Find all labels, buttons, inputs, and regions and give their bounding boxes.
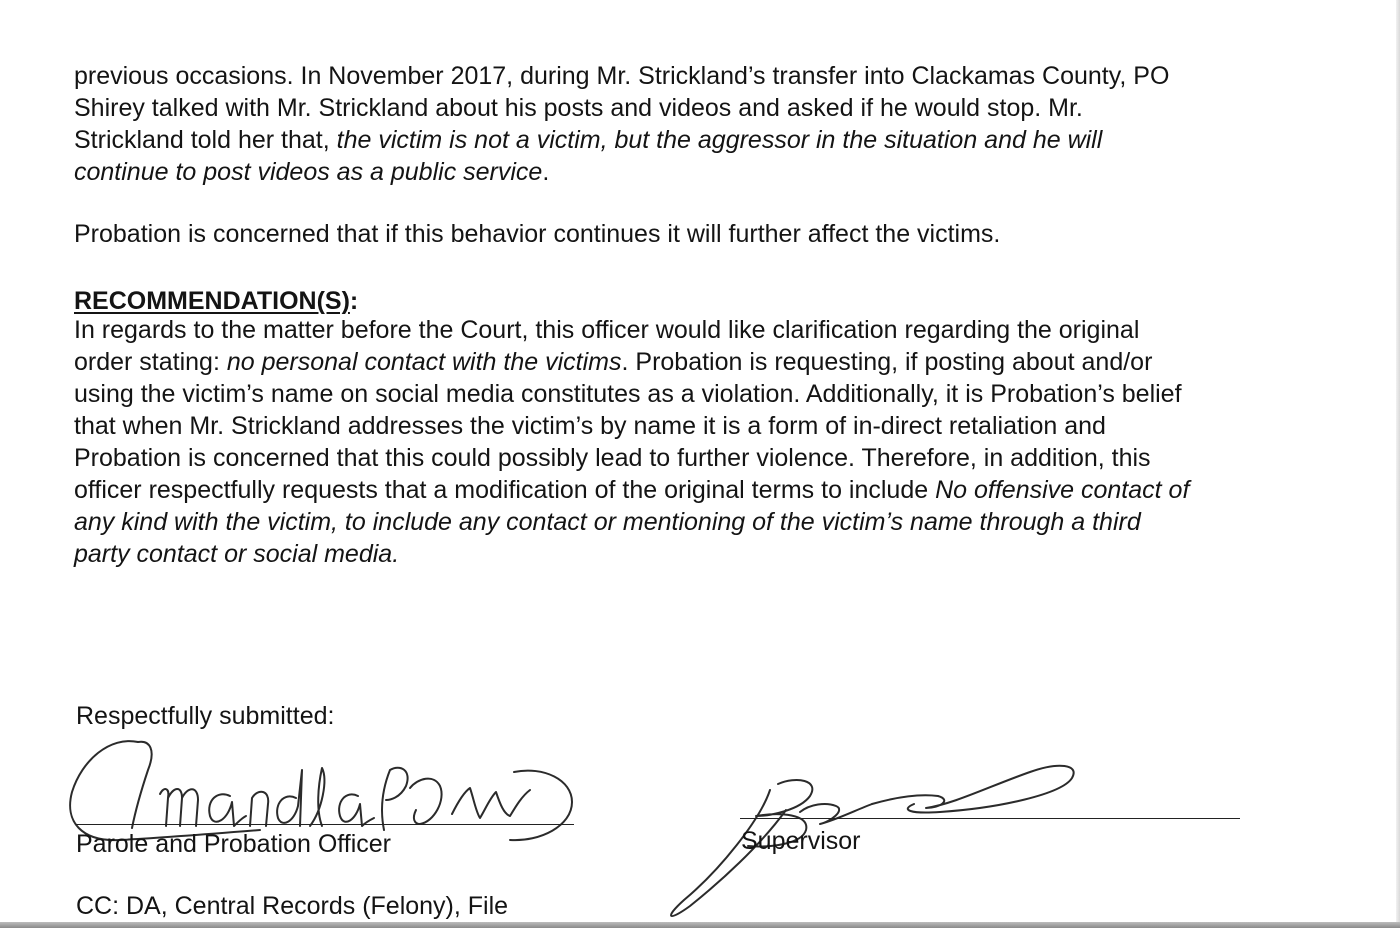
officer-title: Parole and Probation Officer	[76, 830, 392, 858]
text-line	[74, 346, 1189, 378]
officer-signature-line	[76, 824, 574, 825]
quoted-statement: the victim is not a victim, but the aggressor in the situation and he will	[336, 126, 1103, 154]
requested-term: No offensive contact of	[935, 476, 1190, 504]
respectfully-submitted: Respectfully submitted:	[76, 702, 335, 730]
text-line	[74, 506, 1189, 538]
text-span: order stating:	[74, 348, 227, 376]
scan-edge-bottom	[0, 922, 1400, 928]
paragraph-previous-occasions	[74, 60, 1169, 188]
quoted-order: no personal contact with the victims	[226, 348, 622, 376]
text-line	[74, 538, 1189, 570]
text-span: . Probation is requesting, if posting about and/or	[621, 348, 1153, 376]
text-line	[74, 156, 1169, 188]
text-line: Shirey talked with Mr. Strickland about his posts and videos and asked if he would stop. Mr.	[74, 94, 1083, 122]
recommendations-heading	[74, 285, 358, 317]
paragraph-recommendations	[74, 314, 1189, 570]
text-line: Probation is concerned that if this behavior continues it will further affect the victims.	[74, 220, 1001, 248]
paragraph-probation-concern	[74, 218, 1000, 250]
text-span: .	[542, 158, 550, 186]
text-line: Probation is concerned that this could possibly lead to further violence. Therefore, in addition, this	[74, 444, 1151, 472]
scan-edge-right	[1396, 0, 1400, 928]
supervisor-signature-line	[740, 818, 1240, 819]
requested-term: any kind with the victim, to include any contact or mentioning of the victim’s name through a third	[74, 508, 1141, 536]
text-span: Strickland told her that,	[74, 126, 337, 154]
text-span: officer respectfully requests that a modification of the original terms to include	[74, 476, 936, 504]
text-line: previous occasions. In November 2017, during Mr. Strickland’s transfer into Clackamas County, PO	[74, 62, 1170, 90]
text-line: In regards to the matter before the Court, this officer would like clarification regarding the original	[74, 316, 1140, 344]
carbon-copy-line: CC: DA, Central Records (Felony), File	[76, 892, 509, 920]
supervisor-title: Supervisor	[741, 827, 861, 855]
text-line: using the victim’s name on social media constitutes as a violation. Additionally, it is Probation’s belief	[74, 380, 1182, 408]
quoted-statement: continue to post videos as a public service	[74, 158, 543, 186]
requested-term: party contact or social media.	[74, 540, 400, 568]
heading-colon: :	[349, 287, 359, 315]
heading-text: RECOMMENDATION(S)	[74, 287, 350, 315]
text-line	[74, 124, 1169, 156]
supervisor-signature	[660, 750, 1090, 920]
text-line: that when Mr. Strickland addresses the victim’s by name it is a form of in-direct retaliation and	[74, 412, 1106, 440]
text-line	[74, 474, 1189, 506]
